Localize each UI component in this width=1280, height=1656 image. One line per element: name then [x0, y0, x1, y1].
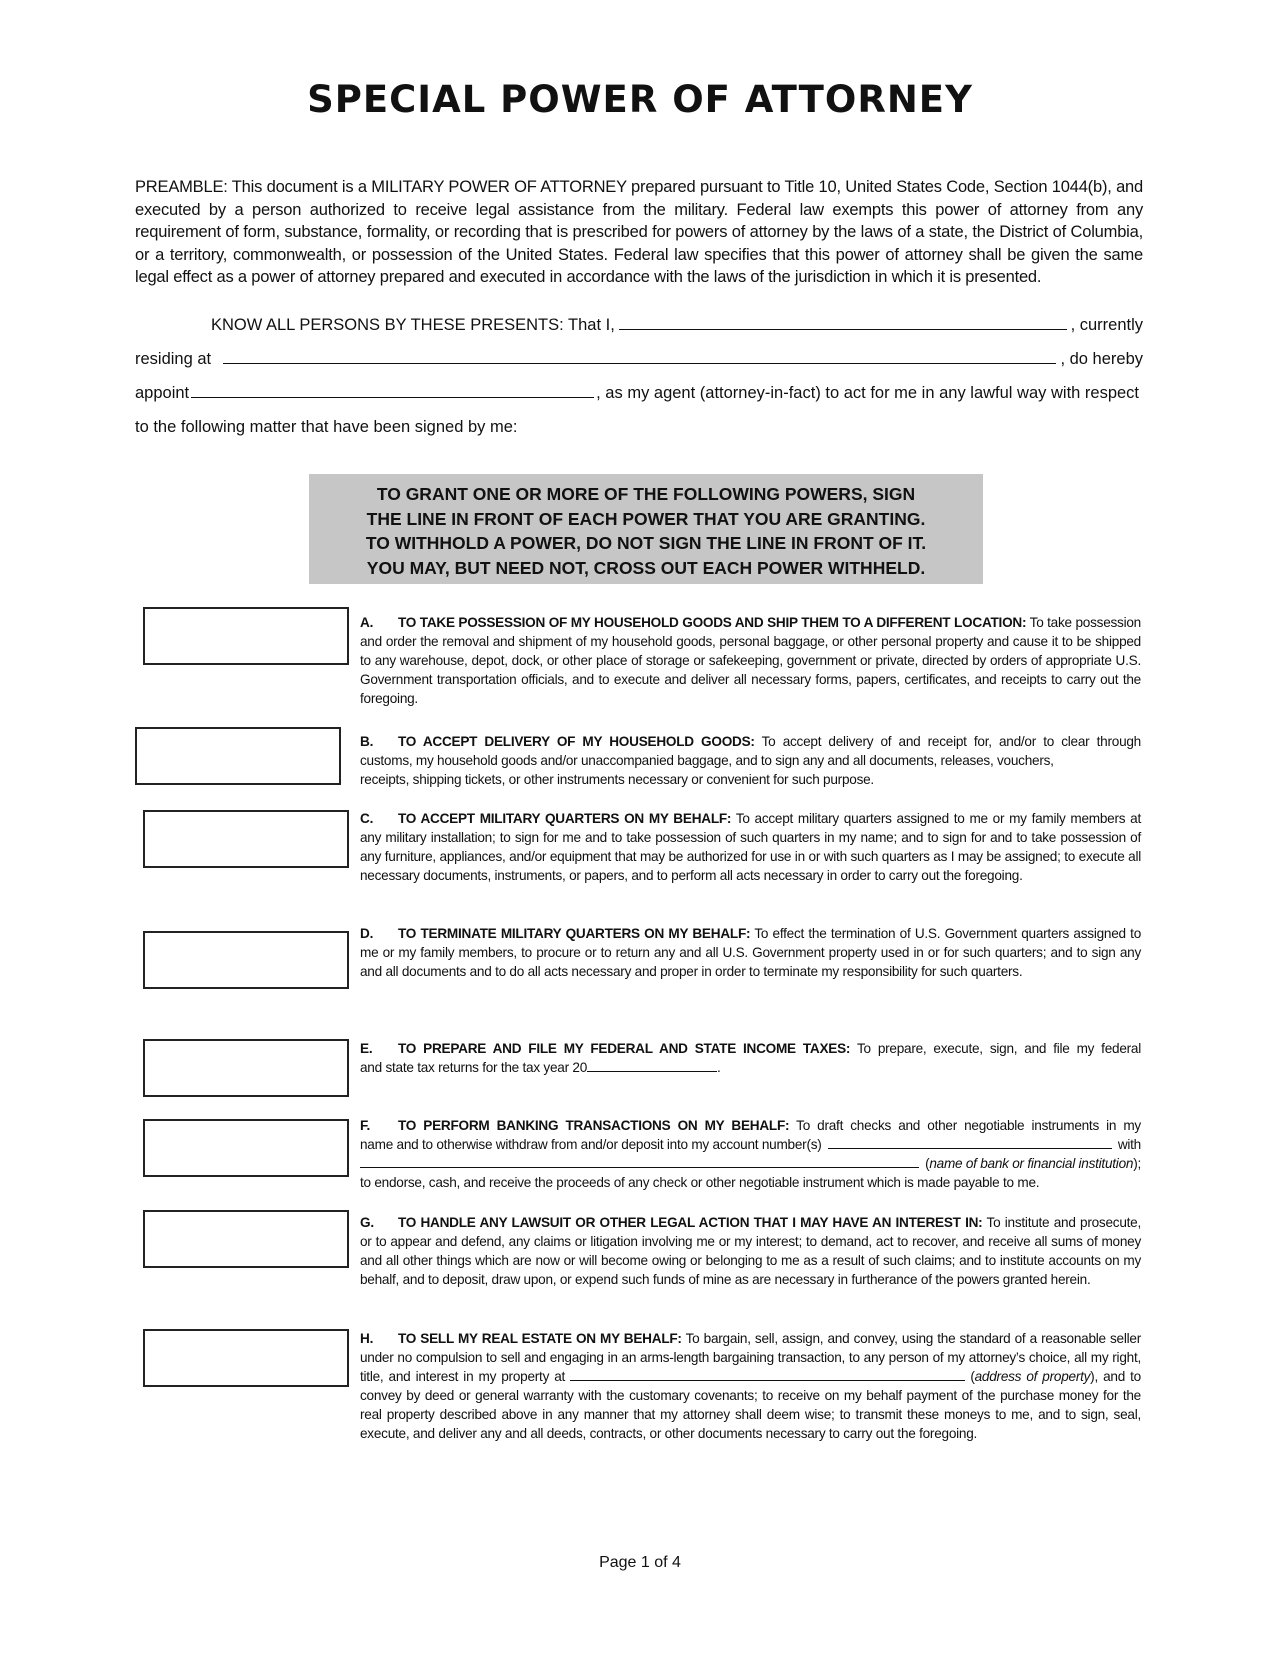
notice-line-3: TO WITHHOLD A POWER, DO NOT SIGN THE LINE IN FRONT OF IT.	[365, 533, 927, 553]
account-number-field[interactable]	[828, 1135, 1112, 1149]
power-f-text-2b: with	[1117, 1137, 1141, 1152]
power-f-bank-label: name of bank or financial institution	[929, 1156, 1134, 1171]
power-f: F. TO PERFORM BANKING TRANSACTIONS ON MY BEHALF: To draft checks and other negotiable instruments in my name and to otherwise withdraw from and/or deposit into my account number(s) with (name of bank or financial institution); to endorse, cash, and receive the proceeds of any check or other negotiable instrument which is made payable to me.	[360, 1118, 1141, 1190]
power-f-text-2a: name and to otherwise withdraw from and/or deposit into my account number(s)	[360, 1137, 822, 1152]
grantor-address-field[interactable]	[223, 347, 1056, 364]
signature-box-f[interactable]	[143, 1119, 349, 1177]
power-h: H. TO SELL MY REAL ESTATE ON MY BEHALF: To bargain, sell, assign, and convey, using the standard of a reasonable seller under no compulsion to sell and engaging in an arms-length bargaining transaction, to any person of my attorney’s choice, all my right, title, and interest in my property at (address of property), and to convey by deed or general warranty with the customary covenants; to receive on my behalf payment of the purchase money for the real property described above in any manner that my attorney shall deem wise; to transmit these moneys to me, and to sign, seal, execute, and deliver any and all deeds, contracts, or other documents necessary to carry out the foregoing.	[360, 1331, 1141, 1441]
power-h-address-label: address of property	[974, 1369, 1091, 1384]
bank-name-field[interactable]	[360, 1154, 919, 1168]
power-b-letter: B.	[360, 734, 374, 749]
power-d-heading: TO TERMINATE MILITARY QUARTERS ON MY BEHALF:	[398, 926, 751, 941]
signature-box-e[interactable]	[143, 1039, 349, 1097]
power-f-letter: F.	[360, 1118, 371, 1133]
power-f-heading: TO PERFORM BANKING TRANSACTIONS ON MY BEHALF:	[398, 1118, 790, 1133]
power-f-text-4: to endorse, cash, and receive the proceeds of any check or other negotiable instrument which is made payable to me.	[360, 1175, 1040, 1190]
power-h-letter: H.	[360, 1331, 374, 1346]
power-e-heading: TO PREPARE AND FILE MY FEDERAL AND STATE INCOME TAXES:	[398, 1041, 851, 1056]
know-residing: residing at	[135, 350, 212, 368]
power-c-heading: TO ACCEPT MILITARY QUARTERS ON MY BEHALF:	[398, 811, 732, 826]
notice-line-1: TO GRANT ONE OR MORE OF THE FOLLOWING POWERS, SIGN	[376, 484, 916, 504]
power-e-text-end: .	[717, 1060, 721, 1075]
know-do-hereby: , do hereby	[1060, 350, 1143, 368]
know-line-2	[135, 346, 1143, 372]
preamble-paragraph: PREAMBLE: This document is a MILITARY POWER OF ATTORNEY prepared pursuant to Title 10, United States Code, Section 1044(b), and executed by a person authorized to receive legal assistance from the military. Federal law exempts this power of attorney from any requirement of form, substance, formality, or recording that is prescribed for powers of attorney by the laws of a state, the District of Columbia, or a territory, commonwealth, or possession of the United States. Federal law specifies that this power of attorney shall be given the same legal effect as a power of attorney prepared and executed in accordance with the laws of the jurisdiction in which it is presented.	[135, 178, 1143, 286]
notice-line-2: THE LINE IN FRONT OF EACH POWER THAT YOU ARE GRANTING.	[366, 508, 926, 529]
signature-box-a[interactable]	[143, 607, 349, 665]
power-f-text-1: To draft checks and other negotiable instruments in my	[789, 1118, 1141, 1133]
property-address-field[interactable]	[570, 1367, 965, 1381]
power-a-heading: TO TAKE POSSESSION OF MY HOUSEHOLD GOODS AND SHIP THEM TO A DIFFERENT LOCATION:	[398, 615, 1027, 630]
grantor-name-field[interactable]	[619, 313, 1067, 330]
know-line-1	[135, 312, 1143, 338]
signature-box-h[interactable]	[143, 1329, 349, 1387]
power-h-text-2: , and to convey by deed or general warranty with the customary covenants; to receive on my behalf payment of the purchase money for the real property described above in any manner that my attorney shall deem wise; to transmit these moneys to me, and to sign, seal, execute, and deliver any and all deeds, contracts, or other documents necessary to carry out the foregoing.	[360, 1369, 1141, 1441]
power-c-text: To accept military quarters assigned to me or my family members at any military installation; to sign for me and to take possession of such quarters in my name; and to sign for and to take possession of any furniture, appliances, and/or equipment that may be authorized for use in or with such quarters as I may be assigned; to execute all necessary documents, instruments, or papers, and to perform all acts necessary in order to carry out the foregoing.	[360, 811, 1141, 883]
know-agent: , as my agent (attorney-in-fact) to act for me in any lawful way with respect	[596, 384, 1140, 402]
power-a-letter: A.	[360, 615, 374, 630]
power-b-text-2: customs, my household goods and/or unaccompanied baggage, and to sign any and all documents, releases, vouchers,	[360, 753, 1054, 768]
power-d	[360, 924, 1141, 981]
power-d-text: To effect the termination of U.S. Government quarters assigned to me or my family members, to procure or to return any and all U.S. Government property used in or for such quarters; and to sign any and all documents and to do all acts necessary and proper in order to terminate my responsibility for such quarters.	[360, 926, 1142, 979]
power-c-letter: C.	[360, 811, 374, 826]
power-b-text-3: receipts, shipping tickets, or other instruments necessary or convenient for such purpose.	[360, 772, 874, 787]
know-appoint: appoint	[135, 384, 190, 402]
power-a	[360, 613, 1141, 708]
power-a-text: To take possession and order the removal and shipment of my household goods, personal baggage, or other personal property and cause it to be shipped to any warehouse, depot, dock, or other place of storage or safekeeping, government or private, directed by orders of appropriate U.S. Government transportation officials, and to execute and deliver all necessary forms, papers, certificates, and receipts to carry out the foregoing.	[360, 615, 1141, 706]
power-g	[360, 1213, 1141, 1289]
tax-year-field[interactable]	[587, 1058, 717, 1072]
power-g-heading: TO HANDLE ANY LAWSUIT OR OTHER LEGAL ACTION THAT I MAY HAVE AN INTEREST IN:	[398, 1215, 983, 1230]
power-h-text-1: To bargain, sell, assign, and convey, using the standard of a reasonable seller under no compulsion to sell and engaging in an arms-length bargaining transaction, to any person of my attorney’s choice, all my right, title, and interest in my property at	[360, 1331, 1141, 1384]
signature-box-g[interactable]	[143, 1210, 349, 1268]
know-line-4: to the following matter that have been signed by me:	[135, 418, 518, 436]
power-c	[360, 809, 1141, 885]
power-e-letter: E.	[360, 1041, 373, 1056]
power-e-text-2: and state tax returns for the tax year 20	[360, 1060, 588, 1075]
notice-line-4: YOU MAY, BUT NEED NOT, CROSS OUT EACH POWER WITHHELD.	[366, 557, 926, 578]
power-h-heading: TO SELL MY REAL ESTATE ON MY BEHALF:	[398, 1331, 682, 1346]
power-e	[360, 1039, 1141, 1077]
power-b-text-1: To accept delivery of and receipt for, and/or to clear through	[754, 734, 1141, 749]
power-g-letter: G.	[360, 1215, 374, 1230]
power-b-heading: TO ACCEPT DELIVERY OF MY HOUSEHOLD GOODS:	[398, 734, 755, 749]
power-e-text-1: To prepare, execute, sign, and file my federal	[850, 1041, 1141, 1056]
document-title: SPECIAL POWER OF ATTORNEY	[307, 78, 973, 121]
signature-box-b[interactable]	[135, 727, 341, 785]
power-b	[360, 732, 1141, 789]
signature-box-d[interactable]	[143, 931, 349, 989]
agent-name-field[interactable]	[191, 381, 594, 398]
know-currently: , currently	[1070, 316, 1143, 334]
instructions-notice	[309, 474, 983, 584]
power-d-letter: D.	[360, 926, 374, 941]
signature-box-c[interactable]	[143, 810, 349, 868]
page-number: Page 1 of 4	[599, 1554, 681, 1571]
know-intro: KNOW ALL PERSONS BY THESE PRESENTS: That I,	[211, 316, 615, 334]
power-g-text: To institute and prosecute, or to appear and defend, any claims or litigation involving me or my interest; to demand, act to recover, and receive all sums of money and all other things which are now or will become owing or belonging to me as a result of such claims; and to institute accounts on my behalf, and to deposit, draw upon, or expend such funds of mine as are necessary in furtherance of the powers granted herein.	[360, 1215, 1141, 1287]
know-line-3	[135, 380, 1143, 406]
